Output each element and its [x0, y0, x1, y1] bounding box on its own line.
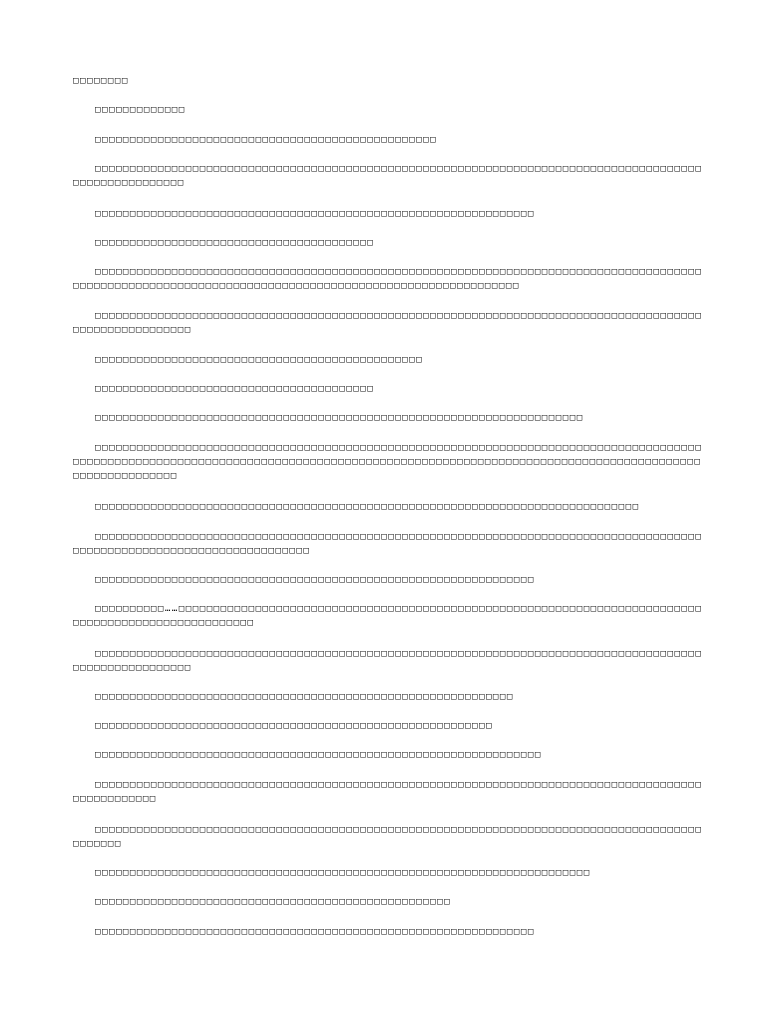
paragraph: □□□□□□□□□□□□□□□□□□□□□□□□□□□□□□□□□□□□□□□□□□□□□□□□□□□□□□□□□□□□: [95, 691, 514, 702]
paragraph: □□□□□□□□□□□□□□□□□□□□□□□□□□□□□□□□□□□□□□□□□□□□□□□□□□□□□□□□□□□□□□□□: [95, 749, 542, 760]
paragraph: □□□□□□□□□□□□□□□□□□□□□□□□□□□□□□□□□□□□□□□□: [95, 383, 375, 394]
paragraph: □□□□□□□□□□□□□□□□□□□□□□□□□□□□□□□□□□□□□□□□□□□□□□□□□□□□□□□□□□□□□□□□□□□□□□□□□□□□□□□□□□□□□□□□□□□□□□□□□□□□□□□: [73, 163, 703, 188]
paragraph: □□□□□□□□□□□□□□□□□□□□□□□□□□□□□□□□□□□□□□□□□□□□□□□□□□□□□□□□□□□□□□□: [95, 574, 535, 585]
paragraph: □□□□□□□□□□□□□□□□□□□□□□□□□□□□□□□□□□□□□□□□□□□□□□□□□□□□□□□□□□□□□□□: [95, 926, 535, 937]
paragraph: □□□□□□□□□□□□□□□□□□□□□□□□□□□□□□□□□□□□□□□□□□□□□□□□□□□□□□□□□: [95, 720, 493, 731]
paragraph: □□□□□□□□□□□□□□□□□□□□□□□□□□□□□□□□□□□□□□□□□□□□□□□□□□□□□□□□□□□□□□□□□□□□□□□□□□□□□□: [95, 501, 640, 512]
paragraph: □□□□□□□□□□□□□□□□□□□□□□□□□□□□□□□□□□□□□□□□□□□□□□□□□□□: [95, 896, 452, 907]
paragraph: □□□□□□□□□□□□□□□□□□□□□□□□□□□□□□□□□□□□□□□□□□□□□□□□□: [95, 134, 438, 145]
paragraph: □□□□□□□□□□□□□□□□□□□□□□□□□□□□□□□□□□□□□□□□□□□□□□□□□□□□□□□□□□□□□□□□□□□□□□□: [95, 867, 591, 878]
paragraph: □□□□□□□□□□□□□□□□□□□□□□□□□□□□□□□□□□□□□□□□□□□□□□□□□□□□□□□□□□□□□□□□□□□□□□□□□□□□□□□□□□□□□□□□□□□□□□□□□□□□□□□□□□□□□□□□□□□□□□□□□: [73, 531, 703, 556]
paragraph: □□□□□□□□□□□□□□□□□□□□□□□□□□□□□□□□□□□□□□□□: [95, 237, 375, 248]
paragraph: □□□□□□□□□□……□□□□□□□□□□□□□□□□□□□□□□□□□□□□□□□□□□□□□□□□□□□□□□□□□□□□□□□□□□□□□□□□□□□□□□□□□□□□□□□□□□□□□□□□□□□□□□□□□□□□□: [73, 603, 703, 628]
paragraph: □□□□□□□□□□□□□□□□□□□□□□□□□□□□□□□□□□□□□□□□□□□□□□□□□□□□□□□□□□□□□□□□□□□□□□□□□□□□□□□□□□□□□□□□□□□□□□□□□□□□□□□□: [73, 648, 703, 673]
paragraph: □□□□□□□□□□□□□□□□□□□□□□□□□□□□□□□□□□□□□□□□□□□□□□□□□□□□□□□□□□□□□□□□□□□□□□□□□□□□□□□□□□□□□□□□□□□□□□□□□□□□□□□□: [73, 310, 703, 335]
paragraph: □□□□□□□□□□□□□□□□□□□□□□□□□□□□□□□□□□□□□□□□□□□□□□□□□□□□□□□□□□□□□□□□□□□□□□□□□□□□□□□□□□□□□□□□□□□□□□: [73, 824, 703, 849]
paragraph: □□□□□□□□□□□□□: [95, 104, 186, 115]
paragraph: □□□□□□□□□□□□□□□□□□□□□□□□□□□□□□□□□□□□□□□□□□□□□□□□□□□□□□□□□□□□□□□□□□□□□□□□□□□□□□□□□□□□□□□□□□□□□□□□□□□□□□□□□□□□□□□□□□□□□□□□□□□□□□□□□□□□□□□□□□□□□□□□□□□□□□□□□□□□□□□□□□□□□□□□□□□□□□□□□□□□□□□□□□□□□□□□: [73, 442, 703, 481]
paragraph: □□□□□□□□□□□□□□□□□□□□□□□□□□□□□□□□□□□□□□□□□□□□□□□□□□□□□□□□□□□□□□□□□□□□□□□□□□□□□□□□□□□□□□□□□□□□□□□□□□□□□□□□□□□□□□□□□□□□□□□□□□□□□□□□□□□□□□□□□□□□□□□□□□□□□□□: [73, 266, 703, 291]
paragraph: □□□□□□□□□□□□□□□□□□□□□□□□□□□□□□□□□□□□□□□□□□□□□□□: [95, 354, 424, 365]
paragraph: □□□□□□□□□□□□□□□□□□□□□□□□□□□□□□□□□□□□□□□□□□□□□□□□□□□□□□□□□□□□□□□□□□□□□□: [95, 412, 584, 423]
paragraph: □□□□□□□□□□□□□□□□□□□□□□□□□□□□□□□□□□□□□□□□□□□□□□□□□□□□□□□□□□□□□□□: [95, 208, 535, 219]
document-title: □□□□□□□□: [73, 75, 129, 86]
paragraph: □□□□□□□□□□□□□□□□□□□□□□□□□□□□□□□□□□□□□□□□□□□□□□□□□□□□□□□□□□□□□□□□□□□□□□□□□□□□□□□□□□□□□□□□□□□□□□□□□□□: [73, 779, 703, 804]
